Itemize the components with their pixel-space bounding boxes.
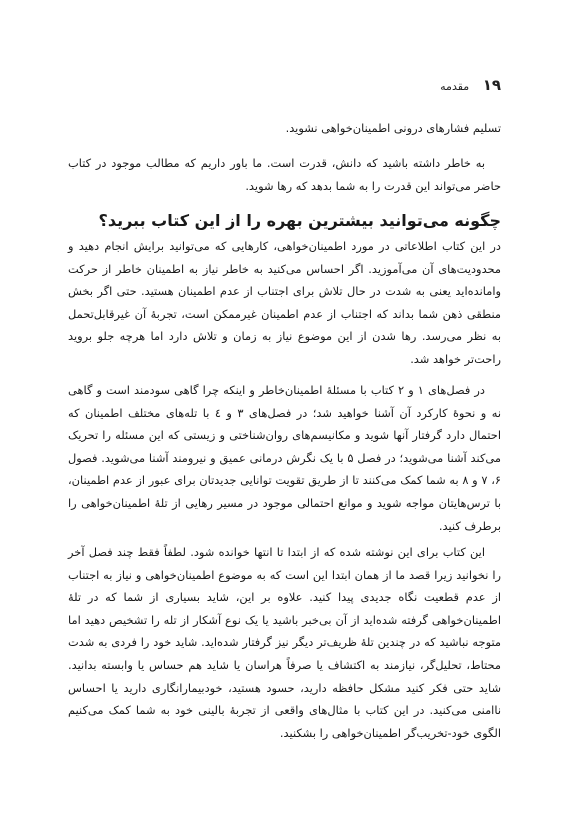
paragraph-2: به خاطر داشته باشید که دانش، قدرت است. ما باور داریم که مطالب موجود در کتاب حاضر می‌تواند این قدرت را به شما بدهد که رها شوید. — [68, 156, 501, 193]
paragraph-5: این کتاب برای این نوشته شده که از ابتدا تا انتها خوانده شود. لطفاً فقط چند فصل آخر را نخوانید زیرا قصد ما از همان ابتدا این است که به موضوع اطمینان‌خواهی و نیاز به اجتناب از عدم قطعیت نگاه جدیدی پیدا کنید. علاوه بر این، شاید بسیاری از شما که در تلهٔ اطمینان‌خواهی گرفته شده‌اید از آن بی‌خبر باشید یا یک نوع آشکار از تله را تشخیص دهید اما متوجه نباشید که در چندین تلهٔ ظریف‌تر دیگر نیز گرفتار شده‌اید. شاید خود را فردی به شدت محتاط، تحلیل‌گر، نیازمند به اکتشاف یا صرفاً هراسان یا شاید هم حساس یا وابسته بدانید. شاید حتی فکر کنید مشکل حافظه دارید، حسود هستید، خودبیمارانگاری دارید یا احساس ناامنی می‌کنید. در این کتاب با مثال‌های واقعی از تجربهٔ بالینی خود به شما کمک می‌کنیم الگوی خود-تخریب‌گر اطمینان‌خواهی را بشکنید. — [68, 545, 501, 740]
paragraph-1: تسلیم فشارهای درونی اطمینان‌خواهی نشوید. — [285, 121, 501, 135]
paragraph-3: در این کتاب اطلاعاتی در مورد اطمینان‌خواهی، کارهایی که می‌توانید برایش انجام دهید و محدودیت‌های آن می‌آموزید. اگر احساس می‌کنید به خاطر نیاز به اطمینان خاطر از حرکت وامانده‌اید یعنی به شدت در حال تلاش برای اجتناب از عدم اطمینان هستید. حتی اگر بخش منطقی ذهن شما بداند که اجتناب از عدم اطمینان غیرممکن است، تجربهٔ آن غیرقابل‌تحمل به نظر می‌رسد. رها شدن از این موضوع نیاز به زمان و تلاش دارد اما هرچه جلو بروید راحت‌تر خواهد شد. — [68, 239, 501, 366]
section-title: مقدمه — [440, 80, 470, 93]
page-number: ۱۹ — [482, 76, 501, 94]
running-head — [440, 76, 501, 94]
paragraph-4: در فصل‌های ۱ و ۲ کتاب با مسئلهٔ اطمینان‌خاطر و اینکه چرا گاهی سودمند است و گاهی نه و نحوهٔ کارکرد آن آشنا خواهید شد؛ در فصل‌های ۳ و ٤ با تله‌های مختلف اطمینان که احتمال دارد گرفتار آنها شوید و مکانیسم‌های روان‌شناختی و زیستی که این مسئله را تحریک می‌کند آشنا می‌شوید؛ در فصل ۵ با یک نگرش درمانی عمیق و نیرومند آشنا می‌شوید. فصول ۶، ۷ و ۸ به شما کمک می‌کنند تا از طریق تقویت توانایی جدیدتان برای عبور از عدم اطمینان، با ترس‌هایتان مواجه شوید و موانع احتمالی موجود در مسیر رهایی از تلهٔ اطمینان‌خواهی را برطرف کنید. — [68, 383, 501, 533]
section-heading: چگونه می‌توانید بیشترین بهره را از این کتاب ببرید؟ — [98, 211, 501, 230]
